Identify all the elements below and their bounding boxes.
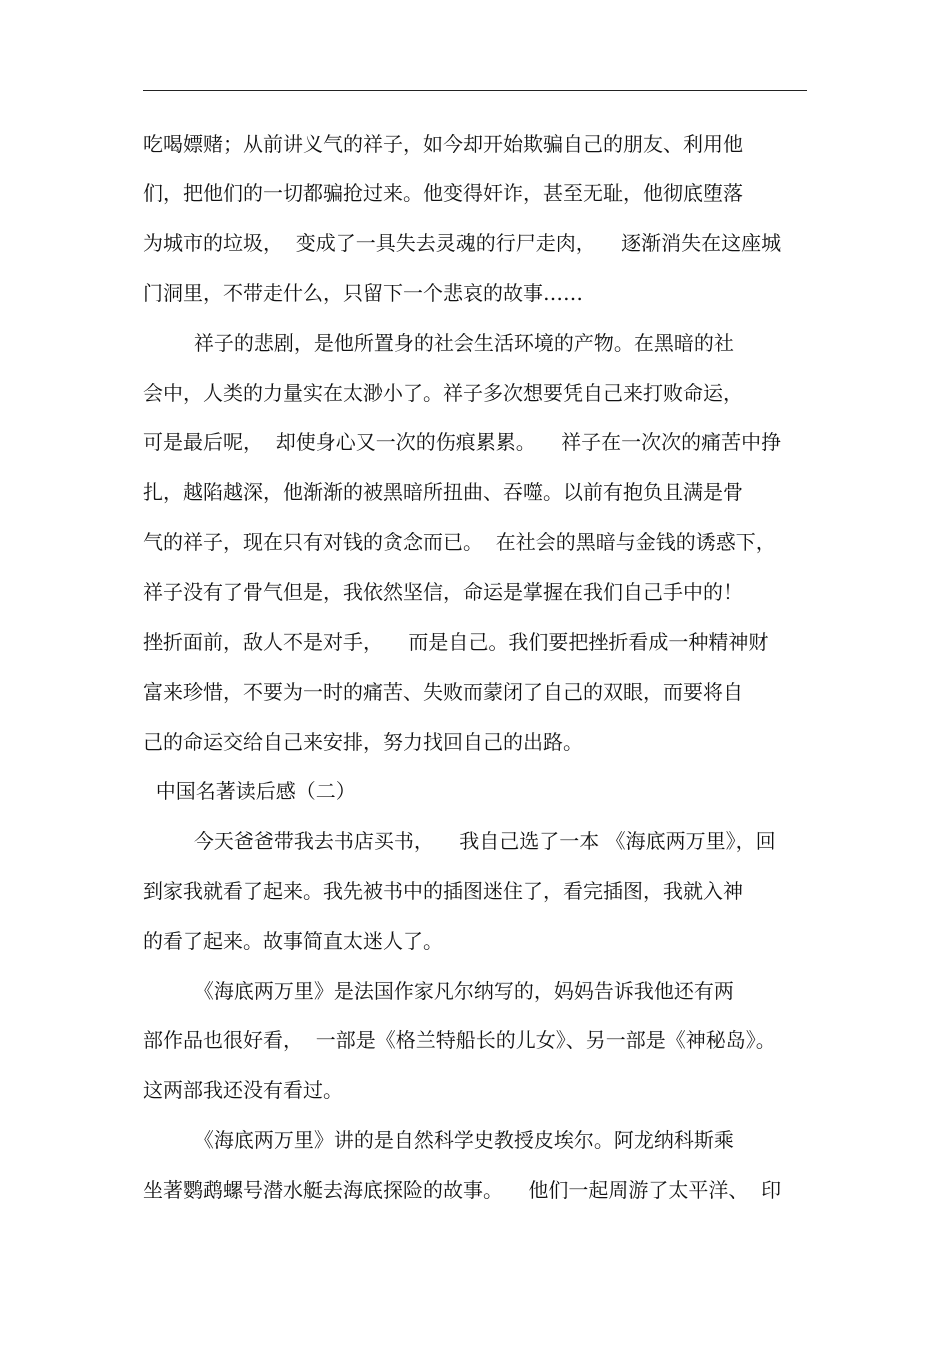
text-line-10: 祥子没有了骨气但是，我依然坚信，命运是掌握在我们自己手中的！ <box>143 580 743 604</box>
text-line-2: 们，把他们的一切都骗抢过来。他变得奸诈，甚至无耻，他彻底堕落 <box>143 181 743 205</box>
text-line-20: 这两部我还没有看过。 <box>143 1078 343 1102</box>
text-line-13: 己的命运交给自己来安排，努力找回自己的出路。 <box>143 730 583 754</box>
text-line-21: 《海底两万里》讲的是自然科学史教授皮埃尔。阿龙纳科斯乘 <box>143 1128 734 1152</box>
text-line-11: 挫折面前，敌人不是对手， 而是自己。我们要把挫折看成一种精神财 <box>143 630 769 654</box>
text-line-7: 可是最后呢， 却使身心又一次的伤痕累累。 祥子在一次次的痛苦中挣 <box>143 430 782 454</box>
text-line-19: 部作品也很好看， 一部是《格兰特船长的儿女》、另一部是《神秘岛》。 <box>143 1028 776 1052</box>
text-line-3: 为城市的垃圾， 变成了一具失去灵魂的行尸走肉， 逐渐消失在这座城 <box>143 231 782 255</box>
text-line-8: 扎，越陷越深，他渐渐的被黑暗所扭曲、吞噬。以前有抱负且满是骨 <box>143 480 743 504</box>
text-line-9: 气的祥子，现在只有对钱的贪念而已。 在社会的黑暗与金钱的诱惑下， <box>143 530 776 554</box>
text-line-12: 富来珍惜，不要为一时的痛苦、失败而蒙闭了自己的双眼，而要将自 <box>143 680 743 704</box>
section-heading: 中国名著读后感（二） <box>143 779 356 803</box>
text-line-4: 门洞里，不带走什么，只留下一个悲哀的故事…… <box>143 281 583 305</box>
text-line-6: 会中，人类的力量实在太渺小了。祥子多次想要凭自己来打败命运， <box>143 381 743 405</box>
text-line-5: 祥子的悲剧，是他所置身的社会生活环境的产物。在黑暗的社 <box>143 331 734 355</box>
text-line-17: 的看了起来。故事简直太迷人了。 <box>143 929 443 953</box>
text-line-22: 坐著鹦鹉螺号潜水艇去海底探险的故事。 他们一起周游了太平洋、 印 <box>143 1178 782 1202</box>
header-rule <box>143 90 807 91</box>
text-line-18: 《海底两万里》是法国作家凡尔纳写的，妈妈告诉我他还有两 <box>143 979 734 1003</box>
text-line-1: 吃喝嫖赌；从前讲义气的祥子，如今却开始欺骗自己的朋友、利用他 <box>143 132 743 156</box>
text-line-16: 到家我就看了起来。我先被书中的插图迷住了，看完插图，我就入神 <box>143 879 743 903</box>
text-line-15: 今天爸爸带我去书店买书， 我自己选了一本 《海底两万里》，回 <box>143 829 776 853</box>
